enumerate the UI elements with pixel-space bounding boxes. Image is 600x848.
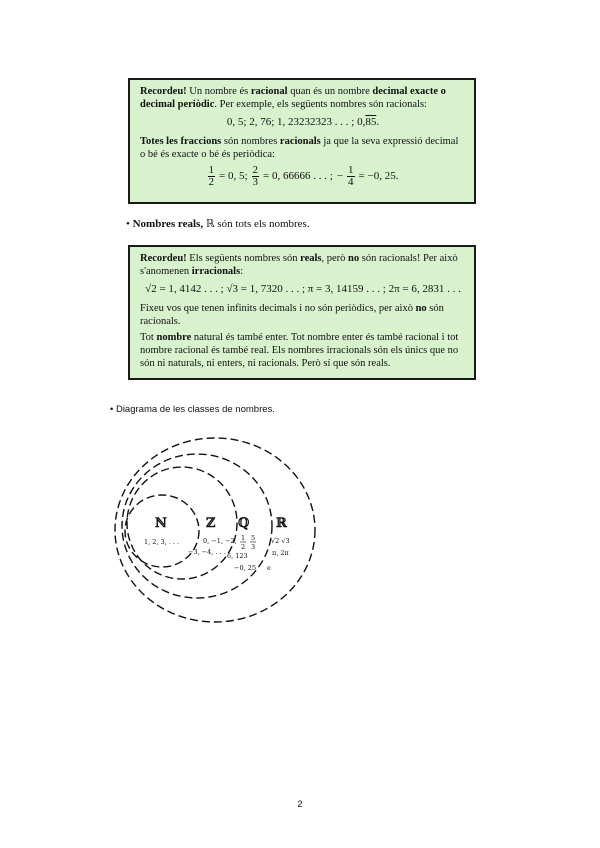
natural-set-circle <box>125 495 199 567</box>
integer-label: ℤ <box>206 516 216 531</box>
rational-examples-2: 6, 123 <box>227 552 248 560</box>
integer-examples-2: −3, −4, . . . <box>188 548 226 556</box>
number-classes-note: Tot nombre natural és també enter. Tot nombre enter és també racional i tot nombre racional és també real. Els nombres irracionals són els únics que no són ni naturals, ni enters, ni racionals. Però sí que són reals. <box>140 332 459 369</box>
rational-frac2-den: 3 <box>251 543 256 551</box>
rational-examples: 0, 5; 2, 76; 1, 23232323 . . . ; 0,85. <box>226 116 380 128</box>
recordeu-label: Recordeu! <box>140 86 187 97</box>
rational-frac1-den: 2 <box>241 543 246 551</box>
irrational-definition: Recordeu! Els següents nombres són reals, però no són racionals! Per això s'anomenen irracionals: <box>140 253 458 277</box>
diagram-caption: • Diagrama de les classes de nombres. <box>110 404 275 415</box>
fractions-statement: Totes les fraccions són nombres racionals ja que la seva expressió decimal o bé és exacte o bé és periòdica: <box>140 136 459 160</box>
rational-label: ℚ <box>238 516 250 531</box>
natural-label: ℕ <box>155 516 167 531</box>
number-classes-diagram <box>110 430 330 630</box>
fraction-examples: $\frac{1}{2}$ = 0, 5; $\frac{2}{3}$ = 0, 66666 . . . ; − $\frac{1}{4}$ = −0, 25. <box>208 164 399 188</box>
page-number: 2 <box>297 799 303 809</box>
irrational-note: Fixeu vos que tenen infinits decimals i no són periòdics, per això no són racionals. <box>140 303 444 327</box>
real-numbers-bullet: • Nombres reals, ℝ són tots els nombres. <box>126 218 310 230</box>
integer-examples-1: 0, −1, −2, <box>203 537 237 545</box>
rational-examples-3: −0, 25 <box>234 564 256 572</box>
real-examples-2: π, 2π <box>272 549 289 557</box>
real-label: ℝ <box>276 516 287 531</box>
fraction-two-thirds: $\frac{2}{3}$ <box>252 164 259 188</box>
fraction-one-half: $\frac{1}{2}$ <box>208 164 215 188</box>
irrational-note-box <box>128 245 476 380</box>
rational-frac1-num: 1 <box>241 534 246 542</box>
rational-set-circle <box>122 454 272 598</box>
real-examples-1: √2 √3 <box>271 537 290 545</box>
rational-note-box <box>128 78 476 204</box>
rational-definition: Recordeu! Un nombre és racional quan és un nombre decimal exacte o decimal periòdic. Per exemple, els següents nombres són racionals: <box>140 86 446 110</box>
rational-frac2-num: 5 <box>251 534 256 542</box>
irrational-examples: √2 = 1, 4142 . . . ; √3 = 1, 7320 . . . ; π = 3, 14159 . . . ; 2π = 6, 2831 . . . <box>145 283 461 295</box>
real-examples-3: e <box>267 564 271 572</box>
fraction-one-quarter: $\frac{1}{4}$ <box>348 164 354 188</box>
natural-examples: 1, 2, 3, . . . <box>144 538 180 546</box>
